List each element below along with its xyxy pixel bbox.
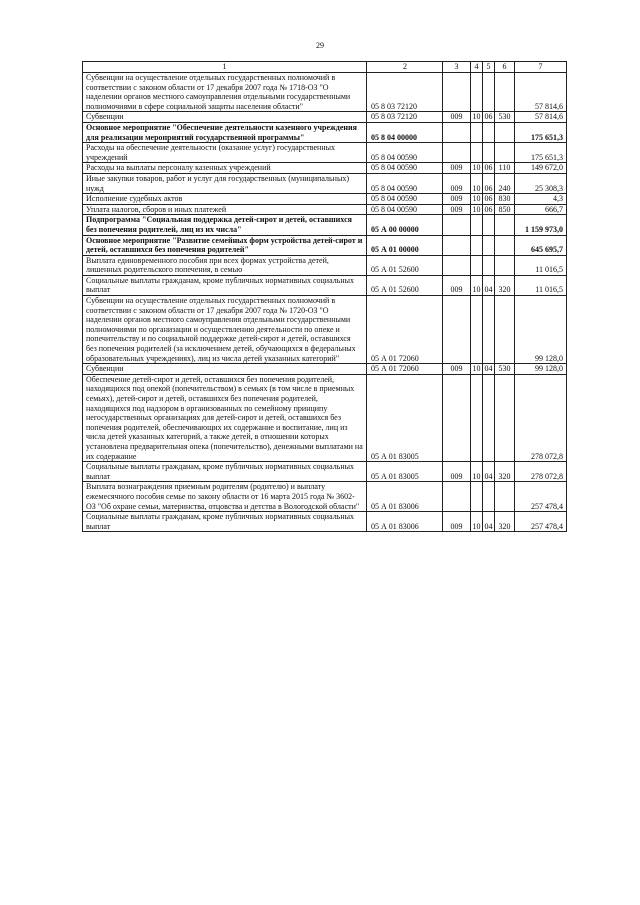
row-expense-type	[495, 215, 515, 235]
row-section	[471, 215, 483, 235]
row-expense-type: 850	[495, 204, 515, 215]
row-subsection: 06	[483, 173, 495, 193]
row-subsection: 04	[483, 275, 495, 295]
row-section: 10	[472, 204, 481, 214]
row-expense-type	[495, 255, 515, 275]
row-expense-type: 830	[495, 194, 515, 205]
table-row	[83, 296, 567, 364]
table-row	[83, 73, 567, 112]
row-name: Основное мероприятие "Обеспечение деятельности казенного учреждения для реализации мероприятий государственной программы"	[83, 122, 367, 142]
row-grbs	[443, 215, 471, 235]
table-row	[83, 215, 567, 235]
table-row	[83, 374, 567, 461]
row-subsection: 04	[483, 462, 495, 482]
row-expense-type	[495, 482, 515, 512]
header-cell: 5	[483, 62, 495, 73]
row-name: Обеспечение детей-сирот и детей, оставшихся без попечения родителей, находящихся под опекой (попечительством) в семьях (в том числе в приемных семьях), детей-сирот и детей, оставшихся без попечения родителей, находящихся под надзором в организованных по семейному принципу негосударственных организациях для детей-сирот и детей, оставшихся без попечения родителей, обеспечивающих их содержание и воспитание, лиц из числа детей указанных категорий, а также детей, в отношении которых установлена предварительная опека (попечительство), денежными выплатами на их содержание	[83, 374, 367, 461]
row-amount: 25 308,3	[515, 173, 567, 193]
row-amount: 57 814,6	[515, 73, 567, 112]
row-grbs: 009	[443, 512, 471, 532]
row-code: 05 8 03 72120	[367, 112, 443, 123]
table-row	[83, 112, 567, 123]
row-code: 05 А 01 52600	[367, 275, 443, 295]
row-section	[471, 73, 483, 112]
header-cell: 3	[443, 62, 471, 73]
row-section: 10	[472, 194, 481, 204]
row-amount: 99 128,0	[515, 364, 567, 375]
row-code: 05 А 01 00000	[367, 235, 443, 255]
row-section	[471, 374, 483, 461]
row-amount: 149 672,0	[515, 163, 567, 174]
row-subsection	[483, 482, 495, 512]
row-section: 10	[471, 173, 483, 193]
row-amount: 257 478,4	[515, 482, 567, 512]
row-code: 05 А 01 83006	[367, 512, 443, 532]
row-grbs	[443, 235, 471, 255]
row-grbs	[443, 482, 471, 512]
row-amount: 257 478,4	[515, 512, 567, 532]
row-grbs: 009	[443, 462, 471, 482]
table-row	[83, 255, 567, 275]
row-code: 05 8 03 72120	[367, 73, 443, 112]
row-section	[471, 235, 483, 255]
row-code: 05 А 01 83006	[367, 482, 443, 512]
table-row	[83, 163, 567, 174]
row-grbs: 009	[443, 364, 471, 375]
table-row	[83, 143, 567, 163]
row-code: 05 А 01 52600	[367, 255, 443, 275]
row-section	[471, 255, 483, 275]
row-name: Основное мероприятие "Развитие семейных форм устройства детей-сирот и детей, оставшихся без попечения родителей"	[83, 235, 367, 255]
row-expense-type	[495, 296, 515, 364]
row-amount: 99 128,0	[515, 296, 567, 364]
row-code: 05 8 04 00590	[367, 143, 443, 163]
row-grbs: 009	[443, 194, 471, 205]
row-expense-type	[495, 374, 515, 461]
row-name: Выплата единовременного пособия при всех формах устройства детей, лишенных родительского попечения, в семью	[83, 255, 367, 275]
row-expense-type: 240	[495, 173, 515, 193]
header-cell: 2	[367, 62, 443, 73]
row-expense-type: 530	[495, 364, 515, 375]
header-cell: 1	[83, 62, 367, 73]
row-subsection: 06	[484, 194, 493, 204]
row-expense-type: 530	[495, 112, 515, 123]
row-grbs	[443, 73, 471, 112]
row-name: Расходы на выплаты персоналу казенных учреждений	[83, 163, 367, 174]
header-cell: 6	[495, 62, 515, 73]
row-amount: 278 072,8	[515, 374, 567, 461]
row-section: 10	[471, 462, 483, 482]
row-expense-type	[495, 143, 515, 163]
row-expense-type: 320	[495, 462, 515, 482]
row-section	[471, 122, 483, 142]
row-code: 05 А 01 72060	[367, 364, 443, 375]
row-grbs: 009	[443, 112, 471, 123]
row-name: Уплата налогов, сборов и иных платежей	[83, 204, 367, 215]
header-cell: 4	[471, 62, 483, 73]
row-grbs	[443, 255, 471, 275]
row-subsection	[483, 374, 495, 461]
row-amount: 175 651,3	[515, 122, 567, 142]
row-expense-type: 320	[495, 275, 515, 295]
row-expense-type	[495, 73, 515, 112]
row-subsection: 04	[483, 512, 495, 532]
row-code: 05 8 04 00590	[367, 204, 443, 215]
row-subsection	[483, 143, 495, 163]
table-row	[83, 364, 567, 375]
row-code: 05 А 01 72060	[367, 296, 443, 364]
row-name: Исполнение судебных актов	[83, 194, 367, 205]
row-code: 05 8 04 00590	[367, 173, 443, 193]
row-section: 10	[472, 364, 481, 374]
row-grbs	[443, 143, 471, 163]
row-name: Субвенции на осуществление отдельных государственных полномочий в соответствии с законом области от 17 декабря 2007 года № 1720-ОЗ "О наделении органов местного самоуправления отдельными государственными полномочиями по организации и осуществлению деятельности по опеке и попечительству и по социальной поддержке детей-сирот и детей, оставшихся без попечения родителей (за исключением детей, обучающихся в федеральных образовательных учреждениях), лиц из числа детей указанных категорий"	[83, 296, 367, 364]
row-expense-type: 110	[495, 163, 515, 174]
row-name: Субвенции	[83, 112, 367, 123]
row-section	[471, 482, 483, 512]
row-name: Социальные выплаты гражданам, кроме публичных нормативных социальных выплат	[83, 462, 367, 482]
row-name: Выплата вознаграждения приемным родителям (родителю) и выплату ежемесячного пособия семье по закону области от 16 марта 2015 года № 3602-ОЗ "Об охране семьи, материнства, отцовства и детства в Вологодской области"	[83, 482, 367, 512]
row-name: Субвенции	[83, 364, 367, 375]
row-name: Социальные выплаты гражданам, кроме публичных нормативных социальных выплат	[83, 275, 367, 295]
row-amount: 11 016,5	[515, 275, 567, 295]
row-subsection	[483, 215, 495, 235]
table-row	[83, 235, 567, 255]
row-amount: 645 695,7	[515, 235, 567, 255]
row-grbs: 009	[443, 275, 471, 295]
row-subsection: 06	[484, 204, 493, 214]
row-amount: 1 159 973,0	[515, 215, 567, 235]
row-section: 10	[472, 112, 481, 122]
row-code: 05 8 04 00590	[367, 163, 443, 174]
row-code: 05 8 04 00590	[367, 194, 443, 205]
row-amount: 11 016,5	[515, 255, 567, 275]
table-row	[83, 122, 567, 142]
row-name: Субвенции на осуществление отдельных государственных полномочий в соответствии с законом области от 17 декабря 2007 года № 1718-ОЗ "О наделении органов местного самоуправления отдельными государственными полномочиями в сфере социальной защиты населения области"	[83, 73, 367, 112]
row-name: Социальные выплаты гражданам, кроме публичных нормативных социальных выплат	[83, 512, 367, 532]
row-grbs: 009	[443, 204, 471, 215]
row-subsection	[483, 73, 495, 112]
row-subsection: 06	[484, 163, 493, 173]
row-section: 10	[471, 275, 483, 295]
row-grbs	[443, 296, 471, 364]
row-amount: 57 814,6	[515, 112, 567, 123]
table-row	[83, 512, 567, 532]
row-grbs	[443, 122, 471, 142]
page-number: 29	[316, 41, 324, 50]
row-subsection	[483, 255, 495, 275]
table-row	[83, 462, 567, 482]
row-expense-type: 320	[495, 512, 515, 532]
table-header-row	[83, 62, 567, 73]
row-subsection: 06	[484, 112, 493, 122]
row-name: Расходы на обеспечение деятельности (оказание услуг) государственных учреждений	[83, 143, 367, 163]
row-code: 05 А 01 83005	[367, 462, 443, 482]
row-name: Иные закупки товаров, работ и услуг для государственных (муниципальных) нужд	[83, 173, 367, 193]
row-section: 10	[472, 163, 481, 173]
row-section: 10	[471, 512, 483, 532]
row-grbs	[443, 374, 471, 461]
row-amount: 4,3	[515, 194, 567, 205]
row-subsection	[483, 122, 495, 142]
row-grbs: 009	[443, 173, 471, 193]
row-section	[471, 143, 483, 163]
row-amount: 278 072,8	[515, 462, 567, 482]
row-subsection	[483, 235, 495, 255]
table-row	[83, 275, 567, 295]
table-row	[83, 482, 567, 512]
row-code: 05 А 01 83005	[367, 374, 443, 461]
row-grbs: 009	[443, 163, 471, 174]
table-row	[83, 204, 567, 215]
row-expense-type	[495, 235, 515, 255]
table-row	[83, 173, 567, 193]
row-section	[471, 296, 483, 364]
row-subsection: 04	[484, 364, 493, 374]
row-amount: 666,7	[515, 204, 567, 215]
row-code: 05 8 04 00000	[367, 122, 443, 142]
budget-table	[82, 61, 567, 532]
row-expense-type	[495, 122, 515, 142]
row-amount: 175 651,3	[515, 143, 567, 163]
row-code: 05 А 00 00000	[367, 215, 443, 235]
row-subsection	[483, 296, 495, 364]
header-cell: 7	[515, 62, 567, 73]
row-name: Подпрограмма "Социальная поддержка детей-сирот и детей, оставшихся без попечения родителей, лиц из их числа"	[83, 215, 367, 235]
table-row	[83, 194, 567, 205]
